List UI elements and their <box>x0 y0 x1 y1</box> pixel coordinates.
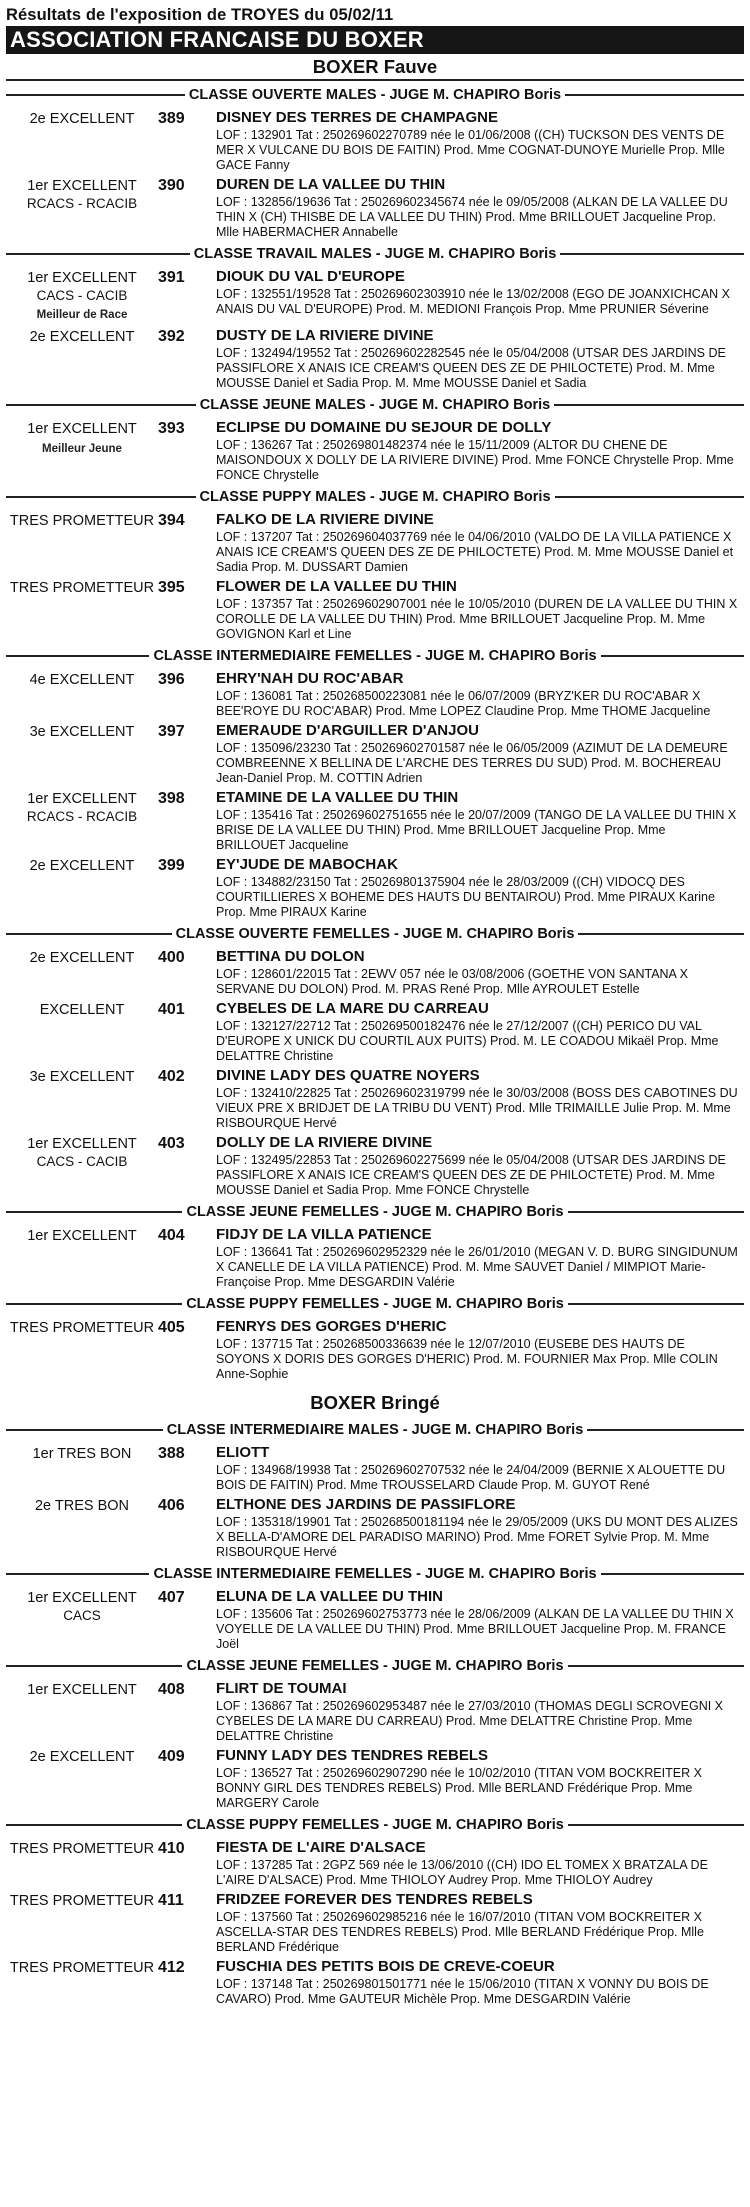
dog-name: ETAMINE DE LA VALLEE DU THIN <box>216 789 459 806</box>
dog-info <box>216 1587 744 1652</box>
dog-info <box>216 1133 744 1198</box>
result-rank: 1er EXCELLENT <box>27 791 137 807</box>
breed-heading: BOXER Fauve <box>6 54 744 81</box>
dog-name: BETTINA DU DOLON <box>216 948 365 965</box>
dog-name: EHRY'NAH DU ROC'ABAR <box>216 670 404 687</box>
dog-info <box>216 1317 744 1382</box>
result-rank: TRES PROMETTEUR <box>9 580 155 596</box>
dog-details: LOF : 132494/19552 Tat : 250269602282545 née le 05/04/2008 (UTSAR DES JARDINS DE PASSIFLORE X ANAIS ICE CREAM'S QUEEN DES ZE DE PHILOCTETE) Prod. M. Mme MOUSSE Daniel et Sadia Prop. M. Mme MOUSSE Daniel et Sadia <box>216 346 726 390</box>
result-rank: 2e EXCELLENT <box>29 858 135 874</box>
class-heading <box>6 1293 744 1315</box>
result-label <box>6 1890 158 1955</box>
dog-info <box>216 1746 744 1811</box>
dog-name: ECLIPSE DU DOMAINE DU SEJOUR DE DOLLY <box>216 419 552 436</box>
class-rule-right <box>555 496 745 498</box>
dog-info <box>216 1679 744 1744</box>
dog-entry <box>6 719 744 786</box>
dog-entry <box>6 1131 744 1198</box>
result-label <box>6 326 158 391</box>
dog-info <box>216 721 744 786</box>
dog-name: DIOUK DU VAL D'EUROPE <box>216 268 405 285</box>
dog-details: LOF : 137207 Tat : 250269604037769 née le 04/06/2010 (VALDO DE LA VILLA PATIENCE X ANAIS ICE CREAM'S QUEEN DES ZE DE PHILOCTETE) Prod. M. Mme MOUSSE Daniel et Sadia Prop. M. DUSSART Damien <box>216 530 734 574</box>
dog-entry <box>6 997 744 1064</box>
result-label <box>6 788 158 853</box>
result-label <box>6 510 158 575</box>
class-rule-left <box>6 94 185 96</box>
dog-name: FIESTA DE L'AIRE D'ALSACE <box>216 1839 426 1856</box>
result-label <box>6 1225 158 1290</box>
class-heading <box>6 1419 744 1441</box>
result-award: RCACS - RCACIB <box>26 809 138 824</box>
dog-info <box>216 418 744 483</box>
class-rule-left <box>6 655 149 657</box>
class-title: CLASSE INTERMEDIAIRE FEMELLES - JUGE M. CHAPIRO Boris <box>153 1566 597 1582</box>
result-rank: 1er EXCELLENT <box>27 421 137 437</box>
dog-details: LOF : 135318/19901 Tat : 250268500181194 née le 29/05/2009 (UKS DU MONT DES ALIZES X BELLA-D'AMORE DEL PARADISO MARINO) Prod. Mme FORET Sylvie Prop. M. Mme RISBOURQUE Hervé <box>216 1515 738 1559</box>
catalog-number: 393 <box>158 420 185 437</box>
result-rank: 3e EXCELLENT <box>29 1069 135 1085</box>
catalog-number: 402 <box>158 1068 185 1085</box>
dog-details: LOF : 132901 Tat : 250269602270789 née le 01/06/2008 ((CH) TUCKSON DES VENTS DE MER X VULCANE DU BOIS DE FAITIN) Prod. Mme COGNAT-DUNOYE Murielle Prop. Mlle GACE Fanny <box>216 128 725 172</box>
result-rank: 1er EXCELLENT <box>27 1136 137 1152</box>
dog-entry <box>6 265 744 324</box>
dog-details: LOF : 135096/23230 Tat : 250269602701587 née le 06/05/2009 (AZIMUT DE LA DEMEURE COMBREENNE X BELLINA DE L'ARCHE DES TERRES DU SUD) Prod. M. BOCHEREAU Jean-Daniel Prop. M. COTTIN Adrien <box>216 741 728 785</box>
dog-entry <box>6 508 744 575</box>
result-rank: EXCELLENT <box>39 1002 125 1018</box>
class-heading <box>6 84 744 106</box>
class-rule-left <box>6 1573 149 1575</box>
class-title: CLASSE PUPPY FEMELLES - JUGE M. CHAPIRO Boris <box>186 1817 564 1833</box>
dog-details: LOF : 136267 Tat : 250269801482374 née le 15/11/2009 (ALTOR DU CHENE DE MAISONDOUX X DOLLY DE LA RIVIERE DIVINE) Prod. Mme FONCE Chrystelle Prop. Mme FONCE Chrystelle <box>216 438 734 482</box>
class-rule-left <box>6 933 172 935</box>
dog-entry <box>6 1888 744 1955</box>
dog-entry <box>6 1744 744 1811</box>
catalog-number: 391 <box>158 269 185 286</box>
dog-info <box>216 999 744 1064</box>
result-label <box>6 1317 158 1382</box>
class-title: CLASSE OUVERTE FEMELLES - JUGE M. CHAPIRO Boris <box>175 926 575 942</box>
catalog-number: 406 <box>158 1497 185 1514</box>
class-title: CLASSE INTERMEDIAIRE MALES - JUGE M. CHAPIRO Boris <box>166 1422 584 1438</box>
dog-details: LOF : 136081 Tat : 250268500223081 née le 06/07/2009 (BRYZ'KER DU ROC'ABAR X BEE'ROYE DU ROC'ABAR) Prod. Mme LOPEZ Claudine Prop. Mme THOME Jacqueline <box>216 689 711 718</box>
dog-entry <box>6 416 744 483</box>
class-title: CLASSE PUPPY FEMELLES - JUGE M. CHAPIRO Boris <box>186 1296 564 1312</box>
class-rule-left <box>6 1303 182 1305</box>
dog-details: LOF : 137560 Tat : 250269602985216 née le 16/07/2010 (TITAN VOM BOCKREITER X ASCELLA-STAR DES TENDRES REBELS) Prod. Mlle BERLAND Frédérique Prop. Mlle BERLAND Frédérique <box>216 1910 704 1954</box>
dog-name: FUSCHIA DES PETITS BOIS DE CREVE-COEUR <box>216 1958 555 1975</box>
dog-name: DIVINE LADY DES QUATRE NOYERS <box>216 1067 480 1084</box>
result-rank: 2e EXCELLENT <box>29 1749 135 1765</box>
catalog-number: 411 <box>158 1892 184 1909</box>
catalog-number: 399 <box>158 857 185 874</box>
class-rule-right <box>568 1211 744 1213</box>
dog-name: FLIRT DE TOUMAI <box>216 1680 347 1697</box>
dog-name: DISNEY DES TERRES DE CHAMPAGNE <box>216 109 498 126</box>
dog-entry <box>6 945 744 997</box>
dog-name: DUREN DE LA VALLEE DU THIN <box>216 176 446 193</box>
class-heading <box>6 243 744 265</box>
dog-entry <box>6 1223 744 1290</box>
dog-details: LOF : 134968/19938 Tat : 250269602707532 née le 24/04/2009 (BERNIE X ALOUETTE DU BOIS DE FAITIN) Prod. Mme TROUSSELARD Claude Prop. M. GUYOT René <box>216 1463 726 1492</box>
class-rule-right <box>578 933 744 935</box>
dog-details: LOF : 135416 Tat : 250269602751655 née le 20/07/2009 (TANGO DE LA VALLEE DU THIN X BRISE DE LA VALLEE DU THIN) Prod. Mme BRILLOUET Jacqueline Prop. Mme BRILLOUET Jacqueline <box>216 808 737 852</box>
class-rule-right <box>560 253 744 255</box>
dog-name: FIDJY DE LA VILLA PATIENCE <box>216 1226 432 1243</box>
result-mention: Meilleur Jeune <box>42 443 122 455</box>
dog-info <box>216 1443 744 1493</box>
result-label <box>6 1746 158 1811</box>
class-heading <box>6 394 744 416</box>
dog-info <box>216 577 744 642</box>
catalog-number: 407 <box>158 1589 185 1606</box>
dog-details: LOF : 137357 Tat : 250269602907001 née le 10/05/2010 (DUREN DE LA VALLEE DU THIN X COROLLE DE LA VALLEE DU THIN) Prod. Mme BRILLOUET Jacqueline Prop. M. Mme GOVIGNON Karl et Line <box>216 597 738 641</box>
class-title: CLASSE PUPPY MALES - JUGE M. CHAPIRO Boris <box>199 489 551 505</box>
class-heading <box>6 923 744 945</box>
breed-heading: BOXER Bringé <box>310 1392 440 1413</box>
dog-entry <box>6 1441 744 1493</box>
catalog-number: 405 <box>158 1319 185 1336</box>
dog-info <box>216 1066 744 1131</box>
catalog-number: 410 <box>158 1840 185 1857</box>
class-title: CLASSE TRAVAIL MALES - JUGE M. CHAPIRO Boris <box>193 246 557 262</box>
result-label <box>6 721 158 786</box>
result-mention: Meilleur de Race <box>36 309 128 321</box>
dog-info <box>216 326 744 391</box>
result-label <box>6 669 158 719</box>
result-rank: 1er EXCELLENT <box>27 1682 137 1698</box>
result-rank: 1er TRES BON <box>32 1446 132 1462</box>
result-label <box>6 1679 158 1744</box>
dog-details: LOF : 136867 Tat : 250269602953487 née le 27/03/2010 (THOMAS DEGLI SCROVEGNI X CYBELES DE LA MARE DU CARREAU) Prod. Mme DELATTRE Christine Prop. Mme DELATTRE Christine <box>216 1699 724 1743</box>
result-label <box>6 1443 158 1493</box>
dog-entry <box>6 173 744 240</box>
dog-info <box>216 510 744 575</box>
class-rule-left <box>6 1211 182 1213</box>
result-label <box>6 1133 158 1198</box>
dog-info <box>216 108 744 173</box>
dog-info <box>216 1838 744 1888</box>
class-rule-left <box>6 1665 182 1667</box>
result-label <box>6 1066 158 1131</box>
result-rank: 2e EXCELLENT <box>29 950 135 966</box>
dog-name: FLOWER DE LA VALLEE DU THIN <box>216 578 457 595</box>
result-label <box>6 1957 158 2007</box>
catalog-number: 388 <box>158 1445 185 1462</box>
catalog-number: 403 <box>158 1135 185 1152</box>
catalog-number: 397 <box>158 723 185 740</box>
dog-details: LOF : 136527 Tat : 250269602907290 née le 10/02/2010 (TITAN VOM BOCKREITER X BONNY GIRL DES TENDRES REBELS) Prod. Mlle BERLAND Frédérique Prop. Mme MARGERY Carole <box>216 1766 702 1810</box>
dog-entry <box>6 1836 744 1888</box>
dog-details: LOF : 132410/22825 Tat : 250269602319799 née le 30/03/2008 (BOSS DES CABOTINES DU VIEUX PRE X BRIDJET DE LA TRIBU DU VENT) Prod. Mlle TRIMAILLE Julie Prop. M. Mme RISBOURQUE Hervé <box>216 1086 738 1130</box>
dog-details: LOF : 132495/22853 Tat : 250269602275699 née le 05/04/2008 (UTSAR DES JARDINS DE PASSIFLORE X ANAIS ICE CREAM'S QUEEN DES ZE DE PHILOCTETE) Prod. M. Mme MOUSSE Daniel et Sadia Prop. Mme FONCE Chrystelle <box>216 1153 726 1197</box>
dog-name: FENRYS DES GORGES D'HERIC <box>216 1318 447 1335</box>
catalog-number: 395 <box>158 579 185 596</box>
class-rule-left <box>6 1824 182 1826</box>
result-label <box>6 1587 158 1652</box>
dog-entry <box>6 106 744 173</box>
result-rank: TRES PROMETTEUR <box>9 1893 155 1909</box>
dog-name: ELUNA DE LA VALLEE DU THIN <box>216 1588 443 1605</box>
dog-entry <box>6 324 744 391</box>
result-rank: 1er EXCELLENT <box>27 178 137 194</box>
class-rule-right <box>554 404 744 406</box>
result-label <box>6 1495 158 1560</box>
result-label <box>6 418 158 483</box>
dog-entry <box>6 1677 744 1744</box>
dog-info <box>216 1495 744 1560</box>
dog-name: FRIDZEE FOREVER DES TENDRES REBELS <box>216 1891 533 1908</box>
dog-name: CYBELES DE LA MARE DU CARREAU <box>216 1000 489 1017</box>
class-rule-left <box>6 1429 163 1431</box>
class-rule-right <box>565 94 744 96</box>
class-rule-right <box>568 1824 744 1826</box>
class-title: CLASSE JEUNE MALES - JUGE M. CHAPIRO Boris <box>199 397 551 413</box>
class-rule-left <box>6 404 196 406</box>
result-rank: 4e EXCELLENT <box>29 672 135 688</box>
class-title: CLASSE JEUNE FEMELLES - JUGE M. CHAPIRO Boris <box>186 1204 564 1220</box>
class-title: CLASSE OUVERTE MALES - JUGE M. CHAPIRO Boris <box>188 87 562 103</box>
dog-info <box>216 1890 744 1955</box>
catalog-number: 412 <box>158 1959 185 1976</box>
catalog-number: 400 <box>158 949 185 966</box>
dog-details: LOF : 132551/19528 Tat : 250269602303910 née le 13/02/2008 (EGO DE JOANXICHCAN X ANAIS DU VAL D'EUROPE) Prod. M. MEDIONI François Prop. Mme PRUNIER Séverine <box>216 287 730 316</box>
result-label <box>6 1838 158 1888</box>
class-heading <box>6 1201 744 1223</box>
result-rank: 3e EXCELLENT <box>29 724 135 740</box>
catalog-number: 392 <box>158 328 185 345</box>
result-award: CACS <box>63 1608 101 1623</box>
dog-entry <box>6 1585 744 1652</box>
result-award: CACS - CACIB <box>36 1154 128 1169</box>
dog-info <box>216 947 744 997</box>
catalog-number: 404 <box>158 1227 185 1244</box>
class-heading <box>6 1563 744 1585</box>
result-award: CACS - CACIB <box>36 288 128 303</box>
result-label <box>6 999 158 1064</box>
class-rule-left <box>6 496 196 498</box>
class-title: CLASSE JEUNE FEMELLES - JUGE M. CHAPIRO Boris <box>186 1658 564 1674</box>
dog-entry <box>6 1955 744 2007</box>
dog-name: FUNNY LADY DES TENDRES REBELS <box>216 1747 488 1764</box>
dog-info <box>216 175 744 240</box>
class-rule-left <box>6 253 190 255</box>
dog-entry <box>6 853 744 920</box>
class-title: CLASSE INTERMEDIAIRE FEMELLES - JUGE M. CHAPIRO Boris <box>153 648 597 664</box>
result-label <box>6 947 158 997</box>
dog-entry <box>6 1493 744 1560</box>
dog-name: EY'JUDE DE MABOCHAK <box>216 856 398 873</box>
class-heading <box>6 1814 744 1836</box>
catalog-number: 390 <box>158 177 185 194</box>
catalog-number: 394 <box>158 512 185 529</box>
dog-details: LOF : 137148 Tat : 250269801501771 née le 15/06/2010 (TITAN X VONNY DU BOIS DE CAVARO) Prod. Mme GAUTEUR Michèle Prop. Mme DESGARDIN Valérie <box>216 1977 709 2006</box>
dog-info <box>216 855 744 920</box>
class-rule-right <box>568 1303 744 1305</box>
catalog-number: 409 <box>158 1748 185 1765</box>
dog-name: EMERAUDE D'ARGUILLER D'ANJOU <box>216 722 479 739</box>
result-rank: TRES PROMETTEUR <box>9 1841 155 1857</box>
dog-details: LOF : 137715 Tat : 250268500336639 née le 12/07/2010 (EUSEBE DES HAUTS DE SOYONS X DORIS DES GORGES D'HERIC) Prod. M. FOURNIER Max Prop. Mlle COLIN Anne-Sophie <box>216 1337 718 1381</box>
dog-info <box>216 669 744 719</box>
result-label <box>6 267 158 324</box>
result-label <box>6 175 158 240</box>
class-rule-right <box>587 1429 744 1431</box>
class-rule-right <box>601 1573 744 1575</box>
dog-details: LOF : 137285 Tat : 2GPZ 569 née le 13/06/2010 ((CH) IDO EL TOMEX X BRATZALA DE L'AIRE D'ALSACE) Prod. Mme THIOLOY Audrey Prop. Mme THIOLOY Audrey <box>216 1858 708 1887</box>
result-rank: TRES PROMETTEUR <box>9 1960 155 1976</box>
result-label <box>6 108 158 173</box>
catalog-number: 396 <box>158 671 185 688</box>
result-rank: 2e TRES BON <box>34 1498 130 1514</box>
class-rule-right <box>601 655 744 657</box>
association-banner: ASSOCIATION FRANCAISE DU BOXER <box>6 26 744 54</box>
dog-info <box>216 1957 744 2007</box>
dog-details: LOF : 135606 Tat : 250269602753773 née le 28/06/2009 (ALKAN DE LA VALLEE DU THIN X VOYELLE DE LA VALLEE DU THIN) Prod. Mme BRILLOUET Jacqueline Prop. M. FRANCE Joël <box>216 1607 734 1651</box>
dog-entry <box>6 1064 744 1131</box>
class-heading <box>6 1655 744 1677</box>
dog-name: FALKO DE LA RIVIERE DIVINE <box>216 511 434 528</box>
dog-name: ELIOTT <box>216 1444 270 1461</box>
dog-info <box>216 788 744 853</box>
results-content <box>6 54 744 2007</box>
dog-details: LOF : 136641 Tat : 250269602952329 née le 26/01/2010 (MEGAN V. D. BURG SINGIDUNUM X CANELLE DE LA VILLA PATIENCE) Prod. M. Mme SAUVET Daniel / MIMPIOT Marie-Françoise Prop. Mme DESGARDIN Valérie <box>216 1245 738 1289</box>
result-award: RCACS - RCACIB <box>26 196 138 211</box>
result-rank: 1er EXCELLENT <box>27 1590 137 1606</box>
class-heading <box>6 486 744 508</box>
result-rank: 2e EXCELLENT <box>29 111 135 127</box>
catalog-number: 398 <box>158 790 185 807</box>
result-rank: 2e EXCELLENT <box>29 329 135 345</box>
dog-entry <box>6 667 744 719</box>
page-title: Résultats de l'exposition de TROYES du 05/02/11 <box>6 6 394 24</box>
dog-entry <box>6 575 744 642</box>
dog-name: DOLLY DE LA RIVIERE DIVINE <box>216 1134 433 1151</box>
dog-details: LOF : 132856/19636 Tat : 250269602345674 née le 09/05/2008 (ALKAN DE LA VALLEE DU THIN X (CH) THISBE DE LA VALLEE DU THIN) Prod. Mme BRILLOUET Jacqueline Prop. Mlle HABERMACHER Annabelle <box>216 195 728 239</box>
dog-entry <box>6 1315 744 1382</box>
result-rank: 1er EXCELLENT <box>27 270 137 286</box>
result-label <box>6 577 158 642</box>
dog-details: LOF : 134882/23150 Tat : 250269801375904 née le 28/03/2009 ((CH) VIDOCQ DES COURTILLIERES X BOHEME DES HAUTS DU BENTAIROU) Prod. Mme PIRAUX Karine Prop. Mme PIRAUX Karine <box>216 875 715 919</box>
dog-details: LOF : 132127/22712 Tat : 250269500182476 née le 27/12/2007 ((CH) PERICO DU VAL D'EUROPE X UNICK DU COURTIL AUX PUITS) Prod. M. LE COADOU Mikaël Prop. Mme DELATTRE Christine <box>216 1019 719 1063</box>
catalog-number: 389 <box>158 110 185 127</box>
result-rank: 1er EXCELLENT <box>27 1228 137 1244</box>
catalog-number: 408 <box>158 1681 185 1698</box>
dog-info <box>216 267 744 324</box>
catalog-number: 401 <box>158 1001 185 1018</box>
result-rank: TRES PROMETTEUR <box>9 513 155 529</box>
dog-name: ELTHONE DES JARDINS DE PASSIFLORE <box>216 1496 516 1513</box>
dog-name: DUSTY DE LA RIVIERE DIVINE <box>216 327 434 344</box>
dog-details: LOF : 128601/22015 Tat : 2EWV 057 née le 03/08/2006 (GOETHE VON SANTANA X SERVANE DU DOLON) Prod. M. PRAS René Prop. Mlle AYROULET Estelle <box>216 967 689 996</box>
dog-info <box>216 1225 744 1290</box>
class-heading <box>6 645 744 667</box>
result-rank: TRES PROMETTEUR <box>9 1320 155 1336</box>
dog-entry <box>6 786 744 853</box>
class-rule-right <box>568 1665 744 1667</box>
result-label <box>6 855 158 920</box>
